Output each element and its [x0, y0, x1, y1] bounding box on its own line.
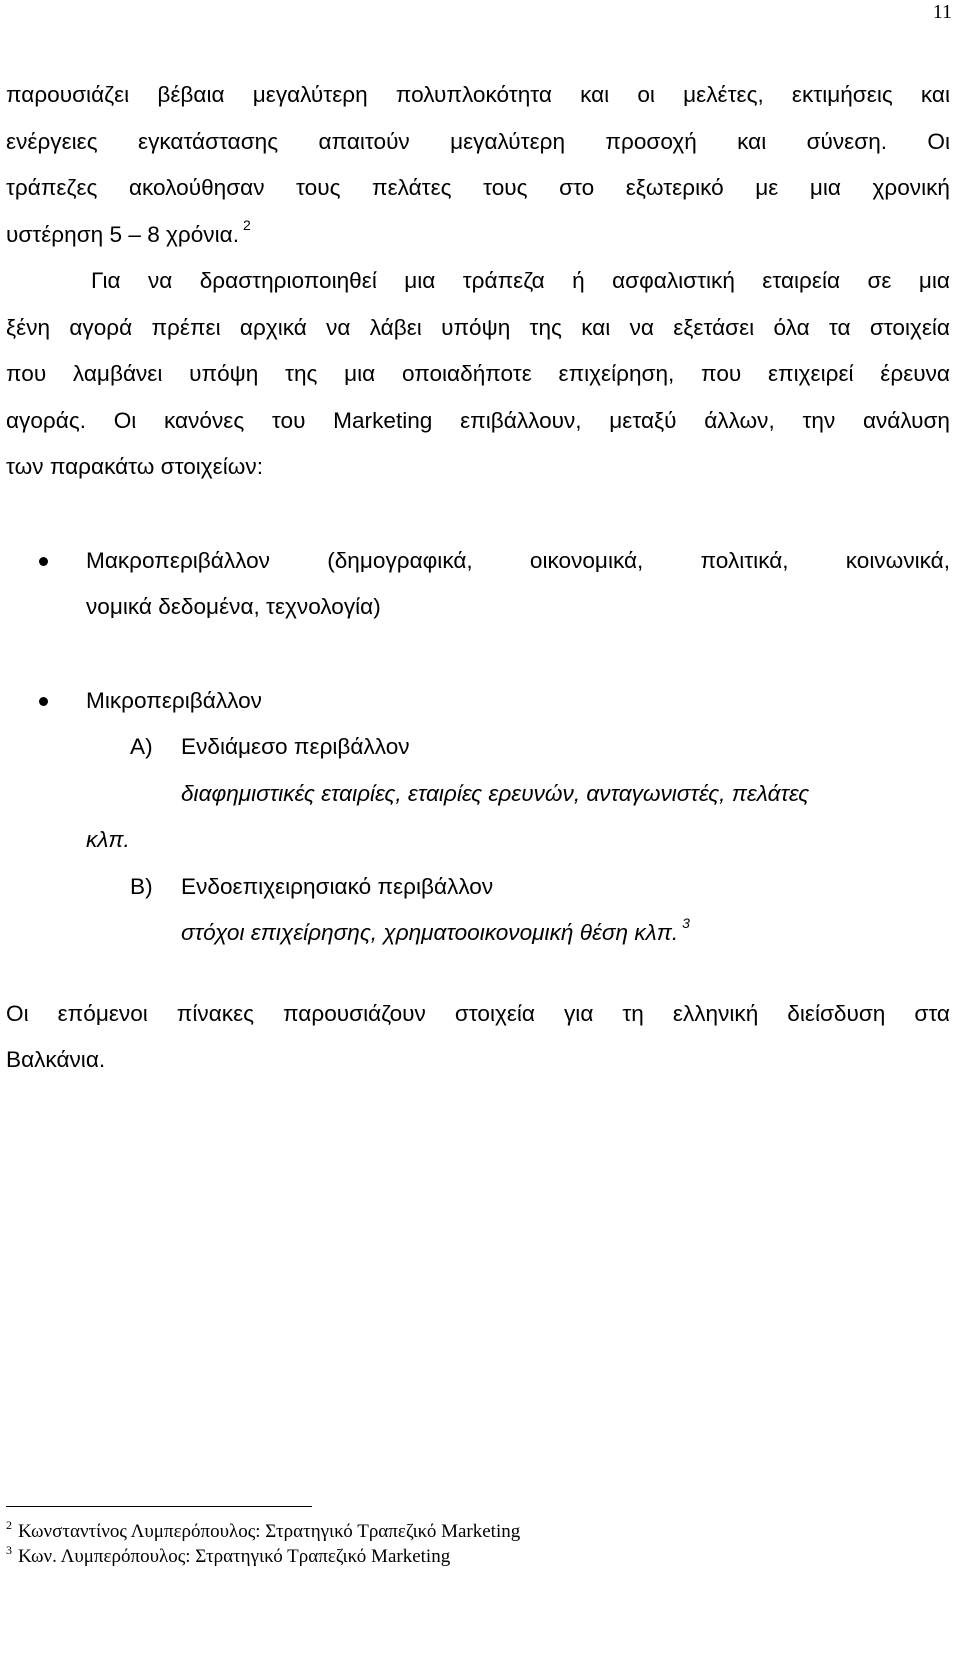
subitem-b-label [6, 864, 950, 911]
text-line: αγοράς. Οι κανόνες του Marketing επιβάλλουν, μεταξύ άλλων, την ανάλυση [6, 407, 950, 433]
footnote-reference: 3 [682, 915, 690, 931]
subitem-detail-text: στόχοι επιχείρησης, χρηματοοικονομική θέση κλπ. [181, 920, 679, 945]
bullet-icon [39, 697, 48, 706]
text-line: τράπεζες ακολούθησαν τους πελάτες τους στο εξωτερικό με μια χρονική [6, 175, 950, 200]
text-line: που λαμβάνει υπόψη της μια οποιαδήποτε επιχείρηση, που επιχειρεί έρευνα [6, 361, 950, 386]
text-line: των παρακάτω στοιχείων: [6, 454, 263, 479]
text-line: Οι επόμενοι πίνακες παρουσιάζουν στοιχεία για τη ελληνική διείσδυση στα [6, 1000, 950, 1026]
text-fragment: υστέρηση 5 – 8 χρόνια. [6, 221, 239, 247]
spacer [6, 957, 950, 991]
subitem-marker: B) [130, 873, 153, 899]
closing-paragraph [6, 991, 950, 1084]
paragraph-2 [6, 258, 950, 491]
spacer [6, 491, 950, 538]
subitem-label: Ενδιάμεσο περιβάλλον [181, 734, 410, 759]
subitem-a-detail: διαφημιστικές εταιρίες, εταιρίες ερευνών, ανταγωνιστές, πελάτες [181, 780, 810, 806]
subitem-a-label [6, 724, 950, 771]
text-line: ενέργειες εγκατάστασης απαιτούν μεγαλύτερη προσοχή και σύνεση. Οι [6, 128, 950, 154]
footnote-3 [6, 1544, 520, 1569]
footnote-number: 2 [6, 1518, 12, 1532]
subitem-b-detail [6, 910, 950, 957]
footnote-reference: 2 [242, 216, 251, 233]
paragraph-1 [6, 72, 950, 258]
text-line: Για να δραστηριοποιηθεί μια τράπεζα ή ασφαλιστική εταιρεία σε μια [91, 268, 950, 293]
document-body [6, 72, 950, 1084]
text-line [6, 212, 950, 259]
subitem-marker: A) [130, 734, 153, 759]
bullet-icon [39, 557, 48, 566]
text-line: νομικά δεδομένα, τεχνολογία) [86, 594, 381, 619]
footnote-text: Κωνσταντίνος Λυμπερόπουλος: Στρατηγικό Τραπεζικό Marketing [18, 1521, 521, 1542]
spacer [6, 631, 950, 678]
text-line: ξένη αγορά πρέπει αρχικά να λάβει υπόψη της και να εξετάσει όλα τα στοιχεία [6, 314, 950, 340]
footnote-separator [6, 1506, 312, 1507]
bullet-item-micro-environment [6, 678, 950, 725]
footnotes [6, 1519, 520, 1569]
footnote-2 [6, 1519, 520, 1544]
text-line: Βαλκάνια. [6, 1047, 106, 1072]
text-line: παρουσιάζει βέβαια μεγαλύτερη πολυπλοκότητα και οι μελέτες, εκτιμήσεις και [6, 82, 950, 107]
page-number: 11 [932, 1, 952, 23]
subitem-label: Ενδοεπιχειρησιακό περιβάλλον [181, 873, 494, 899]
footnote-text: Κων. Λυμπερόπουλος: Στρατηγικό Τραπεζικό Marketing [18, 1546, 451, 1567]
subitem-a-detail-wrap: κλπ. [86, 827, 130, 852]
bullet-title: Μικροπεριβάλλον [86, 687, 262, 713]
footnote-number: 3 [6, 1543, 12, 1557]
bullet-item-macro-environment [6, 538, 950, 631]
text-line: Μακροπεριβάλλον (δημογραφικά, οικονομικά, πολιτικά, κοινωνικά, [86, 547, 950, 573]
